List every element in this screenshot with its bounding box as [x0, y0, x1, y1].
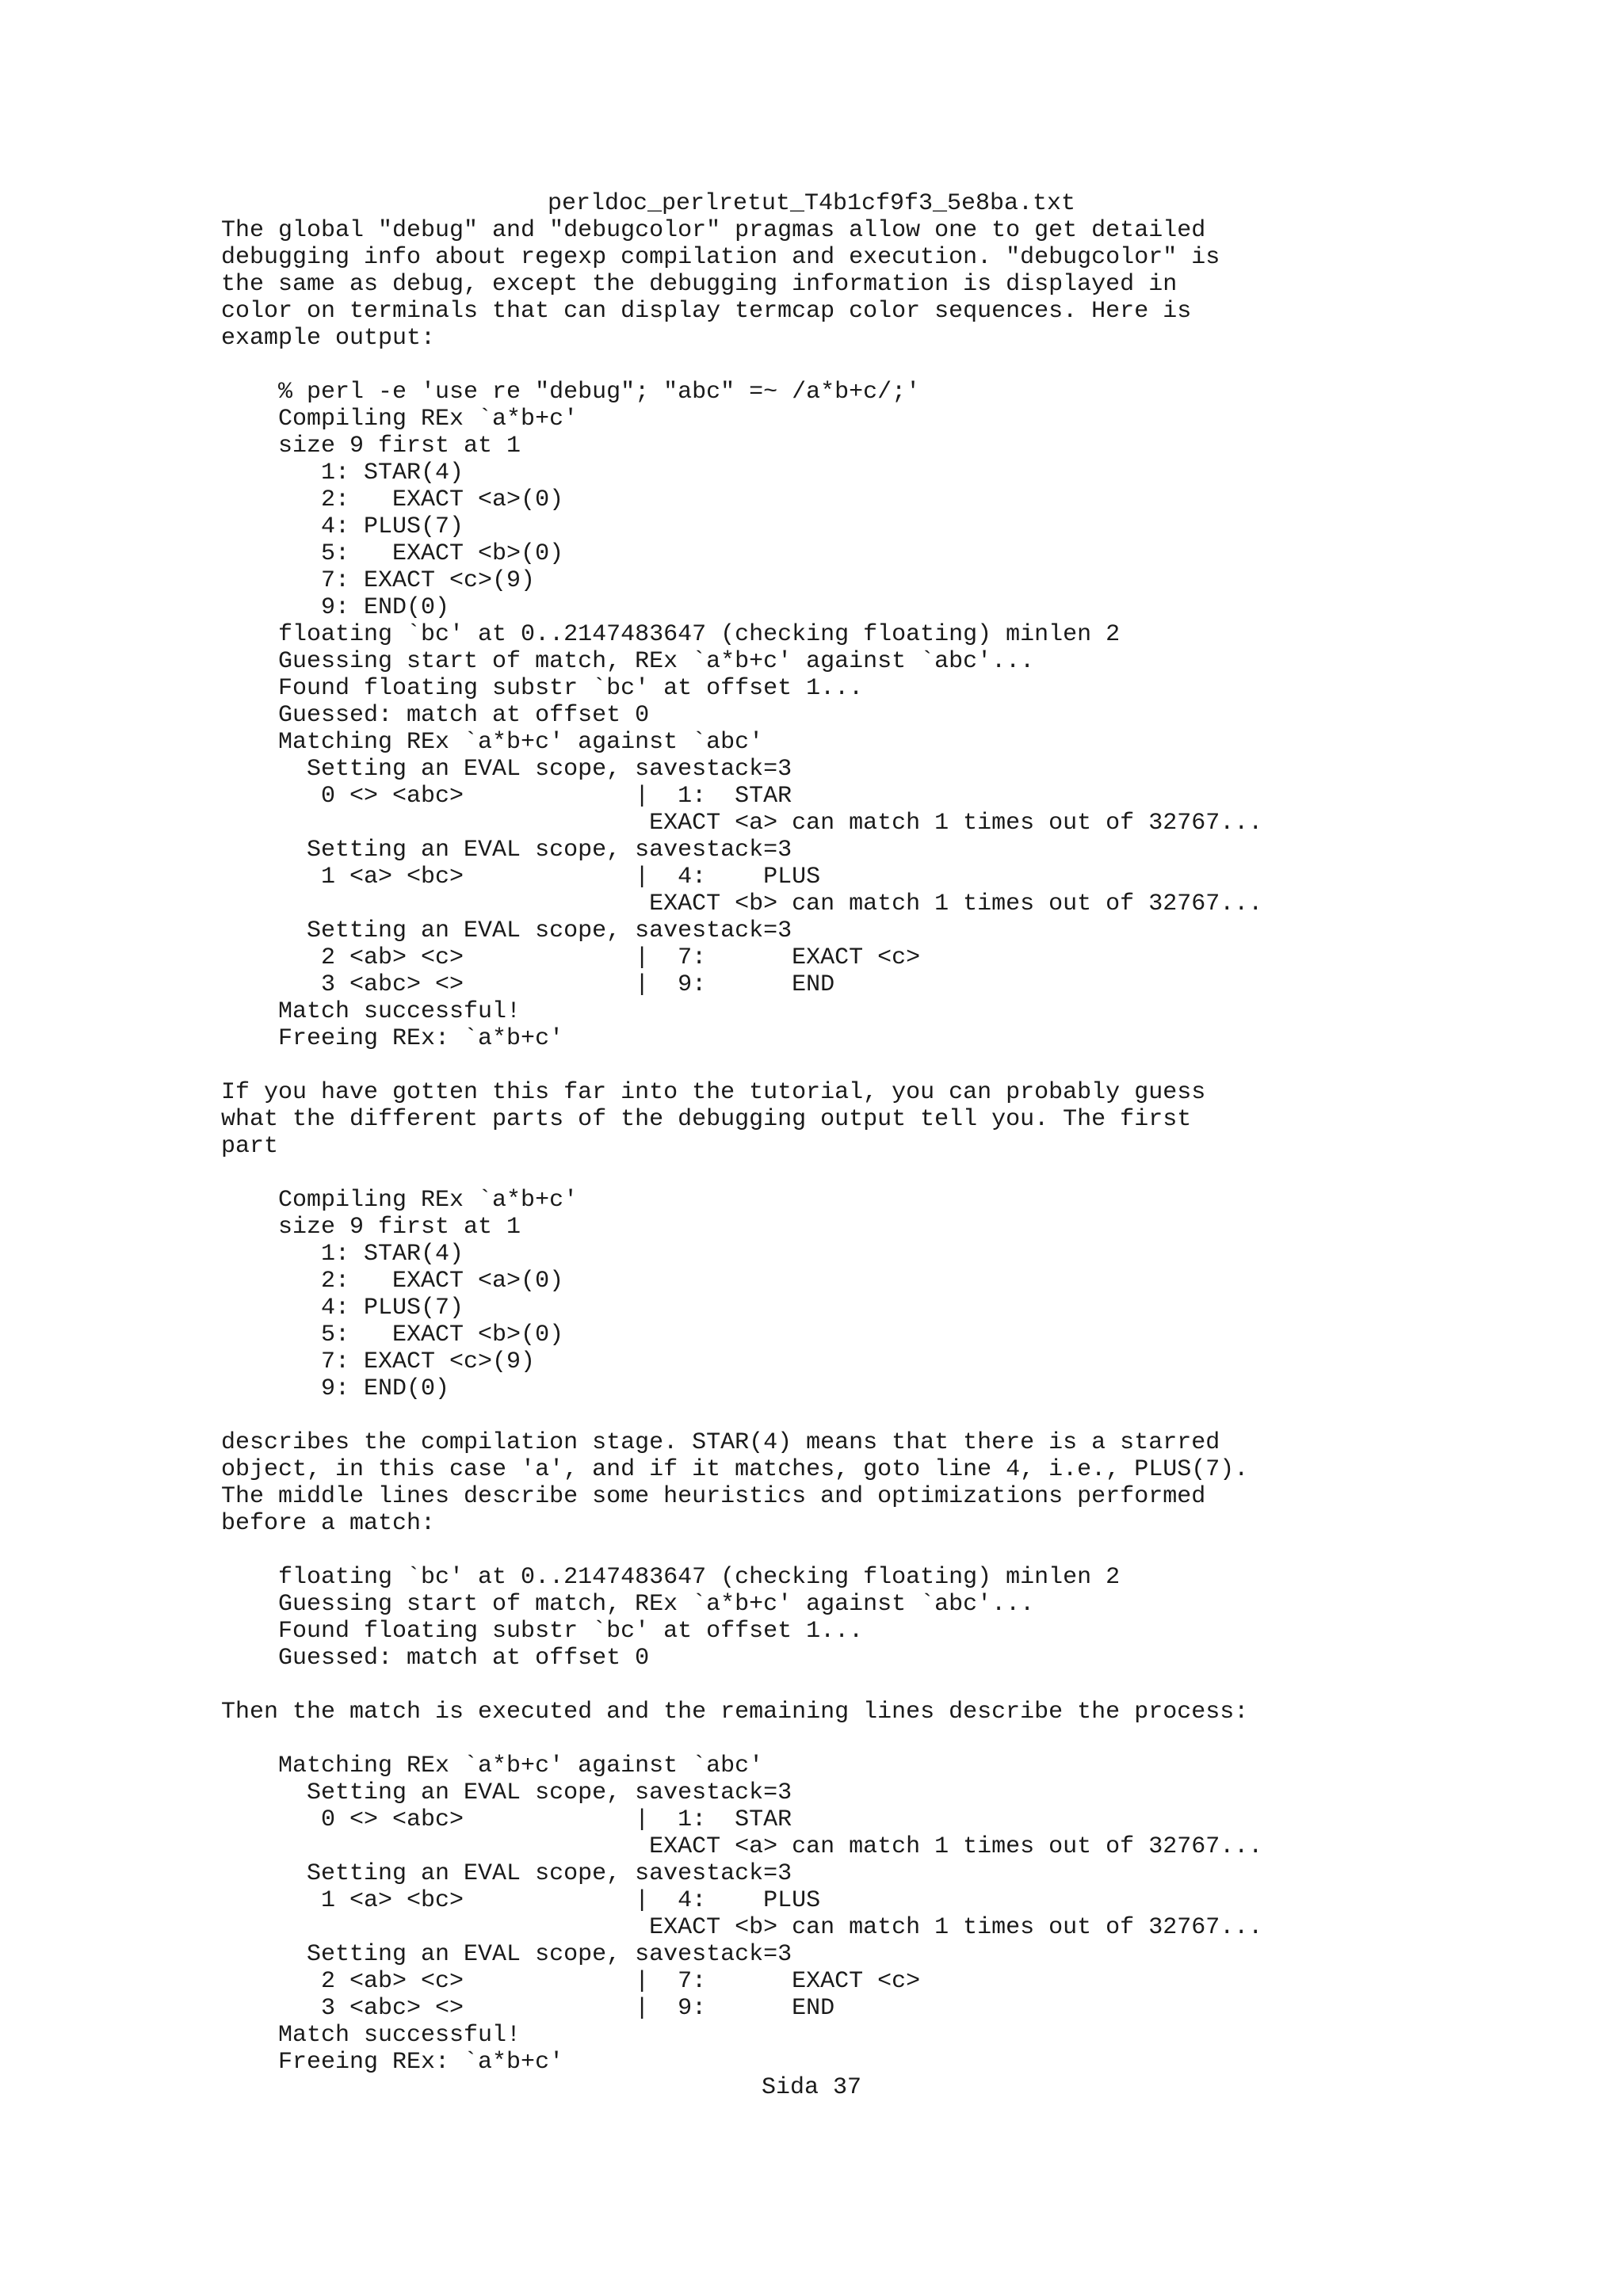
document-body: The global "debug" and "debugcolor" pragmas allow one to get detailed debugging info about regexp compilation and execution. "debugcolor" is the same as debug, except the debugging information is displayed in color on terminals that can display termcap color sequences. Here is example output: % perl -e 'use re "debug"; "abc" =~ /a*b+c/;' Compiling REx `a*b+c' size 9 first at 1 1: STAR(4) 2: EXACT <a>(0) 4: PLUS(7) 5: EXACT <b>(0) 7: EXACT <c>(9) 9: END(0) floating `bc' at 0..2147483647 (checking floating) minlen 2 Guessing start of match, REx `a*b+c' against `abc'... Found floating substr `bc' at offset 1... Guessed: match at offset 0 Matching REx `a*b+c' against `abc' Setting an EVAL scope, savestack=3 0 <> <abc> | 1: STAR EXACT <a> can match 1 times out of 32767... Setting an EVAL scope, savestack=3 1 <a> <bc> | 4: PLUS EXACT <b> can match 1 times out of 32767... Setting an EVAL scope, savestack=3 2 <ab> <c> | 7: EXACT <c> 3 <abc> <> | 9: END Match successful! Freeing REx: `a*b+c' If you have gotten this far into the tutorial, you can probably guess what the different parts of the debugging output tell you. The first part Compiling REx `a*b+c' size 9 first at 1 1: STAR(4) 2: EXACT <a>(0) 4: PLUS(7) 5: EXACT <b>(0) 7: EXACT <c>(9) 9: END(0) describes the compilation stage. STAR(4) means that there is a starred object, in this case 'a', and if it matches, goto line 4, i.e., PLUS(7). The middle lines describe some heuristics and optimizations performed before a match: floating `bc' at 0..2147483647 (checking floating) minlen 2 Guessing start of match, REx `a*b+c' against `abc'... Found floating substr `bc' at offset 1... Guessed: match at offset 0 Then the match is executed and the remaining lines describe the process: Matching REx `a*b+c' against `abc' Setting an EVAL scope, savestack=3 0 <> <abc> | 1: STAR EXACT <a> can match 1 times out of 32767... Setting an EVAL scope, savestack=3 1 <a> <bc> | 4: PLUS EXACT <b> can match 1 times out of 32767... Setting an EVAL scope, savestack=3 2 <ab> <c> | 7: EXACT <c> 3 <abc> <> | 9: END Match successful! Freeing REx: `a*b+c': [221, 217, 1263, 2076]
page-footer: Sida 37: [761, 2074, 862, 2101]
page-header: perldoc_perlretut_T4b1cf9f3_5e8ba.txt: [547, 190, 1076, 217]
